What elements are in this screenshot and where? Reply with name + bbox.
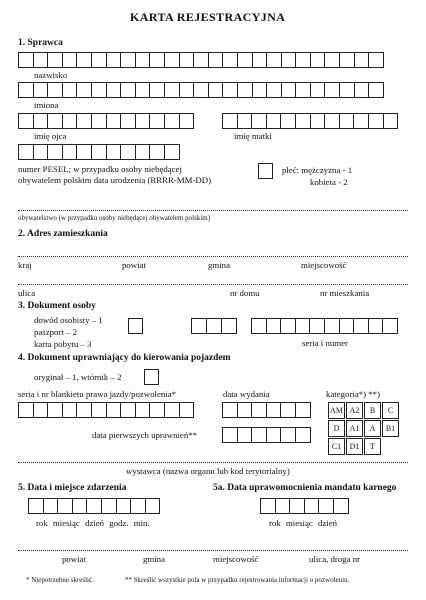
char-box[interactable] (135, 144, 151, 160)
citizenship-label: obywatelstwo (w przypadku osoby niebędącej obywatelem polskim) (18, 214, 211, 222)
street-label: ulica (18, 288, 36, 298)
char-box[interactable] (310, 113, 326, 129)
pesel-label-line2: obywatelem polskim data urodzenia (RRRR-MM-DD) (18, 175, 212, 185)
char-box[interactable] (33, 82, 49, 98)
char-box[interactable] (135, 402, 151, 418)
doc-series-label: seria i numer (302, 338, 348, 348)
event-locality-label: miejscowość (213, 554, 259, 564)
char-box[interactable] (310, 52, 326, 68)
char-box[interactable] (135, 52, 151, 68)
char-box[interactable] (164, 113, 180, 129)
char-box[interactable] (324, 318, 340, 334)
char-box[interactable] (135, 82, 151, 98)
char-box[interactable] (33, 144, 49, 160)
char-box[interactable] (222, 82, 238, 98)
section-4-heading: 4. Dokument uprawniający do kierowania pojazdem (18, 353, 231, 363)
issue-date-boxes[interactable] (222, 402, 311, 418)
char-box[interactable] (309, 318, 325, 334)
char-box[interactable] (149, 144, 165, 160)
char-box[interactable] (295, 402, 311, 418)
char-box[interactable] (28, 498, 44, 514)
char-box[interactable] (164, 144, 180, 160)
char-box[interactable] (266, 82, 282, 98)
char-box[interactable] (295, 52, 311, 68)
issue-date-label: data wydania (223, 389, 270, 399)
char-box[interactable] (149, 113, 165, 129)
doc-type-box[interactable] (128, 318, 143, 334)
char-box[interactable] (281, 52, 297, 68)
penalty-date-boxes[interactable] (260, 498, 349, 514)
pesel-label-line1: numer PESEL; w przypadku osoby niebędącej (18, 164, 182, 174)
char-box[interactable] (179, 82, 195, 98)
char-box[interactable] (120, 82, 136, 98)
char-box[interactable] (120, 52, 136, 68)
char-box[interactable] (101, 498, 117, 514)
char-box[interactable] (106, 82, 122, 98)
citizenship-line[interactable] (18, 210, 408, 211)
char-box[interactable] (368, 113, 384, 129)
category-grid (328, 402, 399, 455)
first-license-date-label: data pierwszych uprawnień** (92, 430, 198, 440)
char-box[interactable] (76, 144, 92, 160)
original-label: oryginał – 1, wtórnik – 2 (34, 372, 122, 382)
char-box[interactable] (106, 113, 122, 129)
char-box[interactable] (275, 498, 291, 514)
category-cell[interactable]: D1 (346, 438, 363, 455)
char-box[interactable] (91, 144, 107, 160)
char-box[interactable] (251, 427, 267, 443)
category-cell[interactable]: T (364, 438, 381, 455)
char-box[interactable] (106, 52, 122, 68)
char-box[interactable] (266, 318, 282, 334)
char-box[interactable] (106, 144, 122, 160)
char-box[interactable] (191, 318, 207, 334)
sex-label-line1: płeć: mężczyzna - 1 (282, 165, 353, 175)
char-box[interactable] (72, 498, 88, 514)
char-box[interactable] (237, 82, 253, 98)
char-box[interactable] (324, 52, 340, 68)
char-box[interactable] (354, 52, 370, 68)
char-box[interactable] (251, 402, 267, 418)
first-license-date-boxes[interactable] (222, 427, 311, 443)
category-label: kategoria*) **) (326, 389, 380, 399)
category-cell[interactable]: B (364, 402, 381, 419)
char-box[interactable] (135, 113, 151, 129)
char-box[interactable] (91, 52, 107, 68)
doc-series-boxes[interactable] (191, 318, 237, 334)
char-box[interactable] (33, 402, 49, 418)
license-series-label: seria i nr blankietu prawa jazdy/pozwolenia* (18, 389, 177, 399)
section-2-heading: 2. Adres zamieszkania (18, 229, 108, 239)
locality-label: miejscowość (301, 260, 347, 270)
char-box[interactable] (76, 82, 92, 98)
section-1-heading: 1. Sprawca (18, 38, 63, 48)
char-box[interactable] (47, 402, 63, 418)
char-box[interactable] (368, 52, 384, 68)
category-cell[interactable]: A (364, 420, 381, 437)
char-box[interactable] (383, 113, 399, 129)
char-box[interactable] (222, 427, 238, 443)
char-box[interactable] (295, 113, 311, 129)
char-box[interactable] (280, 318, 296, 334)
char-box[interactable] (179, 52, 195, 68)
section-5a-heading: 5a. Data uprawomocnienia mandatu karnego (213, 483, 397, 493)
char-box[interactable] (120, 402, 136, 418)
char-box[interactable] (76, 52, 92, 68)
address-line-2[interactable] (18, 284, 408, 285)
char-box[interactable] (318, 498, 334, 514)
char-box[interactable] (120, 144, 136, 160)
char-box[interactable] (179, 402, 195, 418)
pesel-boxes[interactable] (18, 144, 180, 160)
surname-boxes[interactable] (18, 52, 384, 68)
event-commune-label: gmina (143, 554, 165, 564)
char-box[interactable] (368, 318, 384, 334)
char-box[interactable] (86, 498, 102, 514)
flat-number-label: nr mieszkania (320, 288, 370, 298)
char-box[interactable] (149, 402, 165, 418)
char-box[interactable] (339, 113, 355, 129)
house-number-label: nr domu (230, 288, 260, 298)
char-box[interactable] (382, 318, 398, 334)
char-box[interactable] (62, 144, 78, 160)
char-box[interactable] (237, 427, 253, 443)
char-box[interactable] (222, 52, 238, 68)
char-box[interactable] (339, 52, 355, 68)
char-box[interactable] (193, 52, 209, 68)
char-box[interactable] (62, 402, 78, 418)
category-cell[interactable]: D (328, 420, 345, 437)
fathers-name-label: imię ojca (34, 131, 67, 141)
char-box[interactable] (164, 402, 180, 418)
surname-label: nazwisko (34, 70, 68, 80)
doc-number-boxes[interactable] (251, 318, 398, 334)
char-box[interactable] (18, 402, 34, 418)
char-box[interactable] (310, 82, 326, 98)
char-box[interactable] (266, 427, 282, 443)
char-box[interactable] (47, 52, 63, 68)
footnote-2: ** Skreślić wszystkie pola w przypadku rejestrowania informacji o pozwoleniu. (125, 576, 350, 584)
category-cell[interactable]: A2 (346, 402, 363, 419)
event-road-label: ulica, droga nr (309, 554, 361, 564)
char-box[interactable] (339, 318, 355, 334)
char-box[interactable] (47, 144, 63, 160)
char-box[interactable] (193, 82, 209, 98)
char-box[interactable] (47, 82, 63, 98)
char-box[interactable] (353, 318, 369, 334)
char-box[interactable] (280, 402, 296, 418)
mothers-name-label: imię matki (234, 131, 272, 141)
char-box[interactable] (260, 498, 276, 514)
char-box[interactable] (304, 498, 320, 514)
char-box[interactable] (145, 498, 161, 514)
section-5-heading: 5. Data i miejsce zdarzenia (18, 483, 127, 493)
char-box[interactable] (62, 52, 78, 68)
char-box[interactable] (116, 498, 132, 514)
char-box[interactable] (295, 82, 311, 98)
char-box[interactable] (57, 498, 73, 514)
doc-option-3: karta pobytu – 3 (34, 339, 92, 349)
char-box[interactable] (324, 113, 340, 129)
char-box[interactable] (252, 82, 268, 98)
char-box[interactable] (289, 498, 305, 514)
char-box[interactable] (222, 113, 238, 129)
first-names-label: imiona (34, 100, 59, 110)
category-cell[interactable]: C1 (328, 438, 345, 455)
commune-label: gmina (208, 260, 230, 270)
original-box[interactable] (144, 369, 159, 385)
char-box[interactable] (237, 113, 253, 129)
char-box[interactable] (149, 82, 165, 98)
char-box[interactable] (251, 318, 267, 334)
char-box[interactable] (251, 113, 267, 129)
sex-box[interactable] (258, 163, 273, 179)
category-cell[interactable]: AM (328, 402, 345, 419)
char-box[interactable] (266, 113, 282, 129)
char-box[interactable] (106, 402, 122, 418)
char-box[interactable] (47, 113, 63, 129)
issuer-label: wystawca (nazwa organu lub kod terytorialny) (126, 466, 290, 476)
fathers-name-boxes[interactable] (18, 113, 194, 129)
char-box[interactable] (281, 82, 297, 98)
char-box[interactable] (324, 82, 340, 98)
char-box[interactable] (149, 52, 165, 68)
page-title: KARTA REJESTRACYJNA (130, 10, 286, 24)
char-box[interactable] (208, 52, 224, 68)
section-3-heading: 3. Dokument osoby (18, 301, 96, 311)
category-cell[interactable]: B1 (382, 420, 399, 437)
country-label: kraj (18, 260, 32, 270)
doc-option-1: dowód osobisty – 1 (34, 315, 103, 325)
penalty-date-labels: rok miesiąc dzień (269, 518, 338, 528)
char-box[interactable] (280, 427, 296, 443)
char-box[interactable] (208, 82, 224, 98)
char-box[interactable] (62, 113, 78, 129)
char-box[interactable] (164, 52, 180, 68)
char-box[interactable] (76, 402, 92, 418)
char-box[interactable] (130, 498, 146, 514)
issuer-line[interactable] (18, 462, 408, 463)
char-box[interactable] (43, 498, 59, 514)
char-box[interactable] (221, 318, 237, 334)
char-box[interactable] (237, 52, 253, 68)
char-box[interactable] (368, 82, 384, 98)
char-box[interactable] (18, 113, 34, 129)
event-district-label: powiat (62, 554, 86, 564)
char-box[interactable] (252, 52, 268, 68)
category-cell[interactable]: C (382, 402, 399, 419)
district-label: powiat (122, 260, 146, 270)
char-box[interactable] (164, 82, 180, 98)
sex-label-line2: kobieta - 2 (310, 177, 348, 187)
char-box[interactable] (91, 402, 107, 418)
char-box[interactable] (33, 52, 49, 68)
char-box[interactable] (120, 113, 136, 129)
mothers-name-boxes[interactable] (222, 113, 398, 129)
event-date-boxes[interactable] (28, 498, 160, 514)
char-box[interactable] (333, 498, 349, 514)
char-box[interactable] (91, 82, 107, 98)
char-box[interactable] (206, 318, 222, 334)
char-box[interactable] (295, 427, 311, 443)
char-box[interactable] (339, 82, 355, 98)
address-line-1[interactable] (18, 256, 408, 257)
char-box[interactable] (18, 52, 34, 68)
char-box[interactable] (179, 113, 195, 129)
event-place-line[interactable] (18, 550, 408, 551)
category-cell[interactable]: A1 (346, 420, 363, 437)
doc-option-2: paszport – 2 (34, 327, 77, 337)
char-box[interactable] (62, 82, 78, 98)
char-box[interactable] (295, 318, 311, 334)
char-box[interactable] (76, 113, 92, 129)
first-names-boxes[interactable] (18, 82, 384, 98)
char-box[interactable] (237, 402, 253, 418)
char-box[interactable] (33, 113, 49, 129)
char-box[interactable] (18, 144, 34, 160)
char-box[interactable] (91, 113, 107, 129)
license-series-boxes[interactable] (18, 402, 194, 418)
char-box[interactable] (222, 402, 238, 418)
char-box[interactable] (280, 113, 296, 129)
char-box[interactable] (18, 82, 34, 98)
char-box[interactable] (353, 113, 369, 129)
event-date-labels: rok miesiąc dzień godz. min. (36, 518, 150, 528)
char-box[interactable] (354, 82, 370, 98)
char-box[interactable] (266, 402, 282, 418)
footnote-1: * Niepotrzebne skreślić. (26, 576, 94, 584)
char-box[interactable] (266, 52, 282, 68)
